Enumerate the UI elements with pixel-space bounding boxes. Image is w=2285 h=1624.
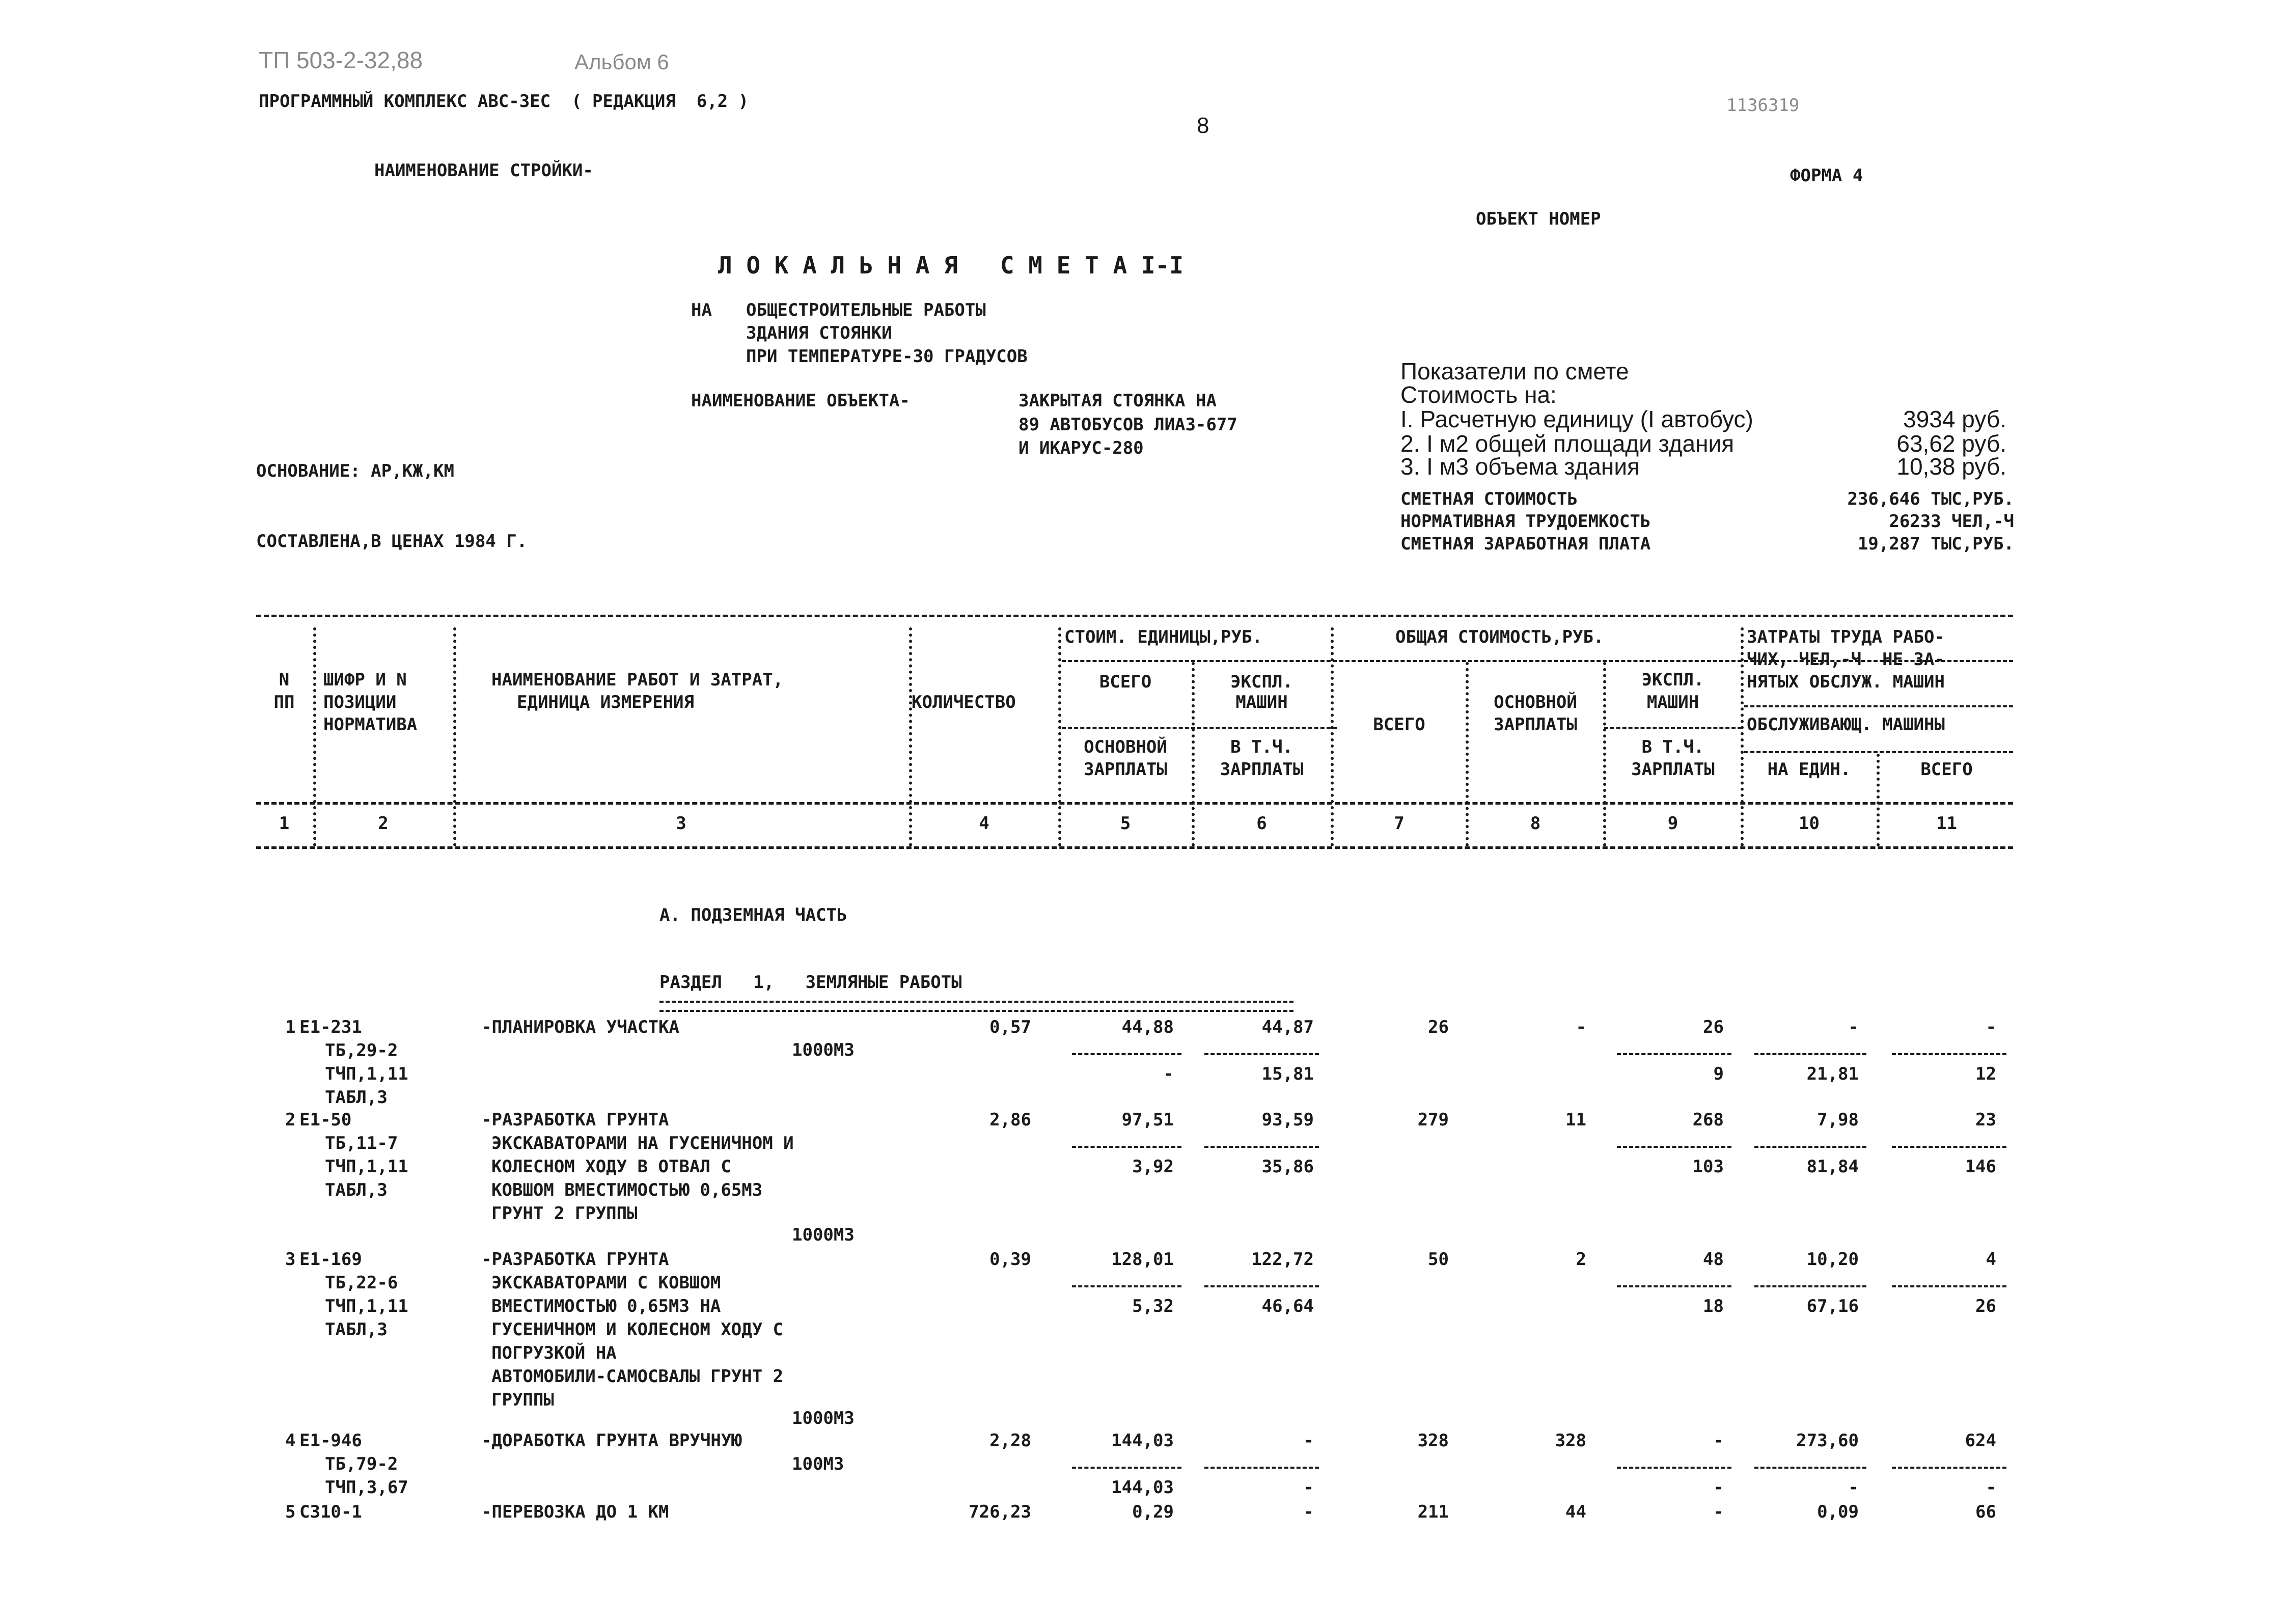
row-subrule: [1204, 1146, 1319, 1148]
row-cell-c6: -: [1303, 1430, 1314, 1451]
row-code-line: ТЧП,1,11: [325, 1157, 408, 1177]
row-cell-c5: 0,29: [1132, 1502, 1174, 1522]
indicators-heading: Показатели по смете: [1400, 358, 1629, 384]
row-name-line: КОЛЕСНОМ ХОДУ В ОТВАЛ С: [491, 1157, 731, 1177]
row-subrule: [1892, 1053, 2006, 1055]
program-label: ПРОГРАММНЫЙ КОМПЛЕКС АВС-3ЕС ( РЕДАКЦИЯ 6,2 ): [259, 91, 749, 112]
row-number: 3: [285, 1249, 296, 1270]
row-cell-c7: 211: [1417, 1502, 1449, 1522]
row-cell-c6b: 46,64: [1261, 1296, 1314, 1316]
row-subrule: [1892, 1467, 2006, 1469]
construction-name-label: НАИМЕНОВАНИЕ СТРОЙКИ-: [374, 160, 593, 181]
object-line-3: И ИКАРУС-280: [1018, 438, 1144, 458]
row-code-line: ТАБЛ,3: [325, 1180, 388, 1200]
hdr-c9-1: ЭКСПЛ.: [1641, 670, 1704, 690]
row-cell-c6: 122,72: [1251, 1249, 1314, 1270]
colnum-4: 4: [979, 813, 989, 834]
row-name-line: ГУСЕНИЧНОМ И КОЛЕСНОМ ХОДУ С: [491, 1319, 784, 1340]
section-title: РАЗДЕЛ 1, ЗЕМЛЯНЫЕ РАБОТЫ: [659, 972, 962, 993]
hdr-code-1: ШИФР И N: [323, 670, 407, 690]
row-subrule: [1072, 1146, 1181, 1148]
row-cell-c9: -: [1713, 1502, 1724, 1522]
row-code-line: ТБ,22-6: [325, 1273, 398, 1293]
unit-cost-rule: [1062, 660, 1337, 662]
form-label: ФОРМА 4: [1790, 166, 1863, 186]
doc-number: 1136319: [1726, 95, 1800, 116]
row-code-line: ТЧП,1,11: [325, 1296, 408, 1316]
row-subrule: [1617, 1285, 1731, 1287]
row-subrule: [1617, 1467, 1731, 1469]
indicator-value-2: 63,62 руб.: [1896, 430, 2006, 457]
row-name-line: ЭКСКАВАТОРАМИ НА ГУСЕНИЧНОМ И: [491, 1133, 794, 1153]
hdr-name-2: ЕДИНИЦА ИЗМЕРЕНИЯ: [517, 692, 694, 712]
vsep-6: [1331, 627, 1337, 846]
colnum-7: 7: [1394, 813, 1405, 834]
estimate-title: Л О К А Л Ь Н А Я С М Е Т А I-I: [718, 252, 1183, 279]
row-code-line: ТБ,79-2: [325, 1454, 398, 1474]
hdr-c9-2: МАШИН: [1646, 692, 1699, 712]
row-subrule: [1204, 1053, 1319, 1055]
hdr-c11: ВСЕГО: [1920, 759, 1973, 780]
colnum-6: 6: [1256, 813, 1267, 834]
row-cell-c11: 624: [1965, 1430, 1996, 1451]
row-cell-c10b: 21,81: [1806, 1064, 1859, 1084]
hdr-pp: ПП: [273, 692, 295, 712]
row-subrule: [1892, 1285, 2006, 1287]
row-code-line: E1-231: [299, 1017, 362, 1037]
table-numbers-bottom-rule: [256, 846, 2013, 849]
hdr-c6-top-2: МАШИН: [1235, 692, 1288, 712]
row-unit: 1000М3: [792, 1040, 855, 1060]
row-cell-c5b: 5,32: [1132, 1296, 1174, 1316]
row-number: 5: [285, 1502, 296, 1522]
row-subrule: [1204, 1467, 1319, 1469]
colnum-3: 3: [676, 813, 686, 834]
row-cell-qty: 2,86: [989, 1110, 1031, 1130]
row-subrule: [1072, 1053, 1181, 1055]
table-top-rule: [256, 615, 2013, 617]
row-name-line: -РАЗРАБОТКА ГРУНТА: [481, 1249, 669, 1270]
indicator-label-3: 3. I м3 объема здания: [1400, 453, 1640, 480]
vsep-2: [453, 627, 459, 846]
row-cell-c11b: 146: [1965, 1157, 1996, 1177]
row-name-line: АВТОМОБИЛИ-САМОСВАЛЫ ГРУНТ 2: [491, 1366, 784, 1387]
row-cell-c11b: 26: [1975, 1296, 1996, 1316]
tp-code: ТП 503-2-32,88: [259, 47, 423, 73]
row-cell-c11: 4: [1986, 1249, 1996, 1270]
hdr-labor-sub: ОБСЛУЖИВАЮЩ. МАШИНЫ: [1747, 714, 1945, 735]
row-cell-c7: 26: [1428, 1017, 1449, 1037]
row-subrule: [1617, 1146, 1731, 1148]
row-name-line: -ПЕРЕВОЗКА ДО 1 КМ: [481, 1502, 669, 1522]
object-line-2: 89 АВТОБУСОВ ЛИАЗ-677: [1018, 415, 1237, 435]
row-cell-c10b: -: [1848, 1477, 1859, 1498]
row-cell-c7: 50: [1428, 1249, 1449, 1270]
row-cell-c5b: -: [1163, 1064, 1174, 1084]
row-number: 1: [285, 1017, 296, 1037]
work-line-3: ПРИ ТЕМПЕРАТУРЕ-30 ГРАДУСОВ: [746, 346, 1028, 367]
hdr-n: N: [279, 670, 290, 690]
estimated-cost-value: 236,646 ТЫС,РУБ.: [1847, 489, 2014, 509]
row-cell-c11b: -: [1986, 1477, 1996, 1498]
row-code-line: ТАБЛ,3: [325, 1319, 388, 1340]
basis-label: ОСНОВАНИЕ: АР,КЖ,КМ: [256, 461, 454, 481]
labor-rule-3: [1744, 751, 2013, 753]
colnum-1: 1: [279, 813, 290, 834]
row-cell-c6: -: [1303, 1502, 1314, 1522]
indicator-label-1: I. Расчетную единицу (I автобус): [1400, 406, 1753, 432]
row-cell-c10: 273,60: [1796, 1430, 1859, 1451]
row-cell-c10: -: [1848, 1017, 1859, 1037]
hdr-qty: КОЛИЧЕСТВО: [912, 692, 1016, 712]
row-cell-c11: 23: [1975, 1110, 1996, 1130]
row-code-line: ТБ,29-2: [325, 1040, 398, 1061]
hdr-unit-cost: СТОИМ. ЕДИНИЦЫ,РУБ.: [1064, 627, 1262, 647]
colnum-5: 5: [1120, 813, 1131, 834]
section-double-rule: [659, 1001, 1293, 1012]
colnum-11: 11: [1936, 813, 1957, 834]
row-number: 4: [285, 1430, 296, 1451]
colnum-9: 9: [1667, 813, 1678, 834]
row-cell-c5b: 3,92: [1132, 1157, 1174, 1177]
hdr-c7: ВСЕГО: [1373, 714, 1425, 735]
row-subrule: [1754, 1467, 1866, 1469]
row-subrule: [1617, 1053, 1731, 1055]
row-code-line: ТАБЛ,3: [325, 1087, 388, 1108]
row-cell-c10b: 67,16: [1806, 1296, 1859, 1316]
page-number: 8: [1197, 113, 1209, 138]
hdr-total-cost: ОБЩАЯ СТОИМОСТЬ,РУБ.: [1395, 627, 1604, 647]
row-cell-c11: 66: [1975, 1502, 1996, 1522]
row-name-line: ГРУНТ 2 ГРУППЫ: [491, 1203, 638, 1224]
row-cell-c5: 44,88: [1121, 1017, 1174, 1037]
row-cell-c7: 328: [1417, 1430, 1449, 1451]
row-cell-c6b: 35,86: [1261, 1157, 1314, 1177]
row-cell-qty: 2,28: [989, 1430, 1031, 1451]
labor-intensity-value: 26233 ЧЕЛ,-Ч: [1889, 511, 2014, 532]
hdr-c10: НА ЕДИН.: [1767, 759, 1851, 780]
row-unit: 1000М3: [792, 1225, 855, 1245]
row-cell-c5b: 144,03: [1111, 1477, 1174, 1498]
row-cell-c9b: -: [1713, 1477, 1724, 1498]
row-unit: 100М3: [792, 1454, 844, 1474]
hdr-c6-top-1: ЭКСПЛ.: [1230, 672, 1293, 692]
indicator-value-3: 10,38 руб.: [1896, 453, 2006, 480]
row-subrule: [1204, 1285, 1319, 1287]
row-code-line: ТЧП,1,11: [325, 1064, 408, 1084]
indicator-value-1: 3934 руб.: [1903, 406, 2006, 432]
row-name-line: КОВШОМ ВМЕСТИМОСТЬЮ 0,65М3: [491, 1180, 763, 1200]
total-cost-rule: [1339, 660, 1742, 662]
object-number-label: ОБЪЕКТ НОМЕР: [1476, 209, 1601, 229]
object-name-label: НАИМЕНОВАНИЕ ОБЪЕКТА-: [691, 391, 910, 411]
row-subrule: [1754, 1146, 1866, 1148]
hdr-c5-bot-2: ЗАРПЛАТЫ: [1084, 759, 1167, 780]
colnum-8: 8: [1530, 813, 1541, 834]
row-cell-c9: 26: [1703, 1017, 1724, 1037]
row-subrule: [1072, 1285, 1181, 1287]
labor-intensity-label: НОРМАТИВНАЯ ТРУДОЕМКОСТЬ: [1400, 511, 1651, 532]
row-name-line: -ДОРАБОТКА ГРУНТА ВРУЧНУЮ: [481, 1430, 742, 1451]
row-cell-c11b: 12: [1975, 1064, 1996, 1084]
unit-cost-mid-rule: [1062, 727, 1337, 729]
row-cell-c9: 268: [1692, 1110, 1724, 1130]
row-cell-c9: -: [1713, 1430, 1724, 1451]
na-label: НА: [691, 300, 712, 320]
row-name-line: ВМЕСТИМОСТЬЮ 0,65М3 НА: [491, 1296, 721, 1316]
row-code-line: C310-1: [299, 1502, 362, 1522]
row-cell-c6: 93,59: [1261, 1110, 1314, 1130]
row-cell-c9b: 9: [1713, 1064, 1724, 1084]
wage-label: СМЕТНАЯ ЗАРАБОТНАЯ ПЛАТА: [1400, 534, 1651, 554]
row-code-line: ТЧП,3,67: [325, 1477, 408, 1498]
vsep-1: [313, 627, 319, 846]
hdr-c6-bot-1: В Т.Ч.: [1230, 737, 1293, 757]
vsep-3: [909, 627, 915, 846]
row-name-line: ПОГРУЗКОЙ НА: [491, 1343, 617, 1363]
row-cell-c8: 11: [1565, 1110, 1586, 1130]
row-cell-c11: -: [1986, 1017, 1996, 1037]
colnum-2: 2: [378, 813, 389, 834]
hdr-c8-2: ЗАРПЛАТЫ: [1494, 714, 1577, 735]
row-cell-c8: -: [1576, 1017, 1586, 1037]
hdr-c6-bot-2: ЗАРПЛАТЫ: [1220, 759, 1304, 780]
row-name-line: ГРУППЫ: [491, 1390, 554, 1410]
hdr-code-3: НОРМАТИВА: [323, 714, 418, 735]
vsep-9: [1741, 627, 1747, 846]
row-cell-c8: 44: [1565, 1502, 1586, 1522]
row-cell-c9b: 18: [1703, 1296, 1724, 1316]
hdr-c9-4: ЗАРПЛАТЫ: [1631, 759, 1715, 780]
row-name-line: -РАЗРАБОТКА ГРУНТА: [481, 1110, 669, 1130]
labor-rule-2: [1744, 705, 2013, 707]
row-cell-c10: 7,98: [1817, 1110, 1859, 1130]
cost-for-label: Стоимость на:: [1400, 381, 1557, 408]
row-cell-c6b: 15,81: [1261, 1064, 1314, 1084]
row-cell-c6b: -: [1303, 1477, 1314, 1498]
part-title: А. ПОДЗЕМНАЯ ЧАСТЬ: [659, 905, 847, 925]
row-cell-qty: 726,23: [969, 1502, 1031, 1522]
row-cell-c8: 328: [1555, 1430, 1586, 1451]
prices-label: СОСТАВЛЕНА,В ЦЕНАХ 1984 Г.: [256, 531, 528, 552]
hdr-c8-1: ОСНОВНОЙ: [1494, 692, 1577, 712]
row-code-line: E1-946: [299, 1430, 362, 1451]
row-cell-c5: 97,51: [1121, 1110, 1174, 1130]
row-cell-qty: 0,57: [989, 1017, 1031, 1037]
row-unit: 1000М3: [792, 1408, 855, 1428]
row-subrule: [1892, 1146, 2006, 1148]
row-subrule: [1754, 1053, 1866, 1055]
estimated-cost-label: СМЕТНАЯ СТОИМОСТЬ: [1400, 489, 1578, 509]
row-subrule: [1072, 1467, 1181, 1469]
mach-mid-rule: [1604, 727, 1742, 729]
row-name-line: -ПЛАНИРОВКА УЧАСТКА: [481, 1017, 679, 1037]
hdr-c9-3: В Т.Ч.: [1641, 737, 1704, 757]
row-cell-qty: 0,39: [989, 1249, 1031, 1270]
row-cell-c9: 48: [1703, 1249, 1724, 1270]
vsep-4: [1058, 627, 1064, 846]
hdr-labor-3: НЯТЫХ ОБСЛУЖ. МАШИН: [1747, 672, 1945, 692]
hdr-code-2: ПОЗИЦИИ: [323, 692, 397, 712]
wage-value: 19,287 ТЫС,РУБ.: [1857, 534, 2014, 554]
row-code-line: ТБ,11-7: [325, 1133, 398, 1153]
row-number: 2: [285, 1110, 296, 1130]
album-label: Альбом 6: [574, 50, 669, 74]
work-line-2: ЗДАНИЯ СТОЯНКИ: [746, 323, 892, 343]
row-code-line: E1-169: [299, 1249, 362, 1270]
hdr-c5-top: ВСЕГО: [1099, 672, 1152, 692]
work-line-1: ОБЩЕСТРОИТЕЛЬНЫЕ РАБОТЫ: [746, 300, 986, 320]
row-cell-c7: 279: [1417, 1110, 1449, 1130]
row-code-line: E1-50: [299, 1110, 352, 1130]
hdr-c5-bot-1: ОСНОВНОЙ: [1084, 737, 1167, 757]
row-name-line: ЭКСКАВАТОРАМИ С КОВШОМ: [491, 1273, 721, 1293]
row-cell-c10b: 81,84: [1806, 1157, 1859, 1177]
hdr-labor-2: ЧИХ, ЧЕЛ,-Ч НЕ ЗА-: [1747, 649, 1945, 670]
hdr-labor-1: ЗАТРАТЫ ТРУДА РАБО-: [1747, 627, 1945, 647]
row-cell-c8: 2: [1576, 1249, 1586, 1270]
row-subrule: [1754, 1285, 1866, 1287]
row-cell-c5: 144,03: [1111, 1430, 1174, 1451]
indicator-label-2: 2. I м2 общей площади здания: [1400, 430, 1735, 457]
object-line-1: ЗАКРЫТАЯ СТОЯНКА НА: [1018, 391, 1217, 411]
hdr-name-1: НАИМЕНОВАНИЕ РАБОТ И ЗАТРАТ,: [491, 670, 784, 690]
row-cell-c10: 0,09: [1817, 1502, 1859, 1522]
row-cell-c9b: 103: [1692, 1157, 1724, 1177]
row-cell-c6: 44,87: [1261, 1017, 1314, 1037]
row-cell-c10: 10,20: [1806, 1249, 1859, 1270]
colnum-10: 10: [1799, 813, 1820, 834]
row-cell-c5: 128,01: [1111, 1249, 1174, 1270]
table-header-bottom-rule: [256, 802, 2013, 805]
